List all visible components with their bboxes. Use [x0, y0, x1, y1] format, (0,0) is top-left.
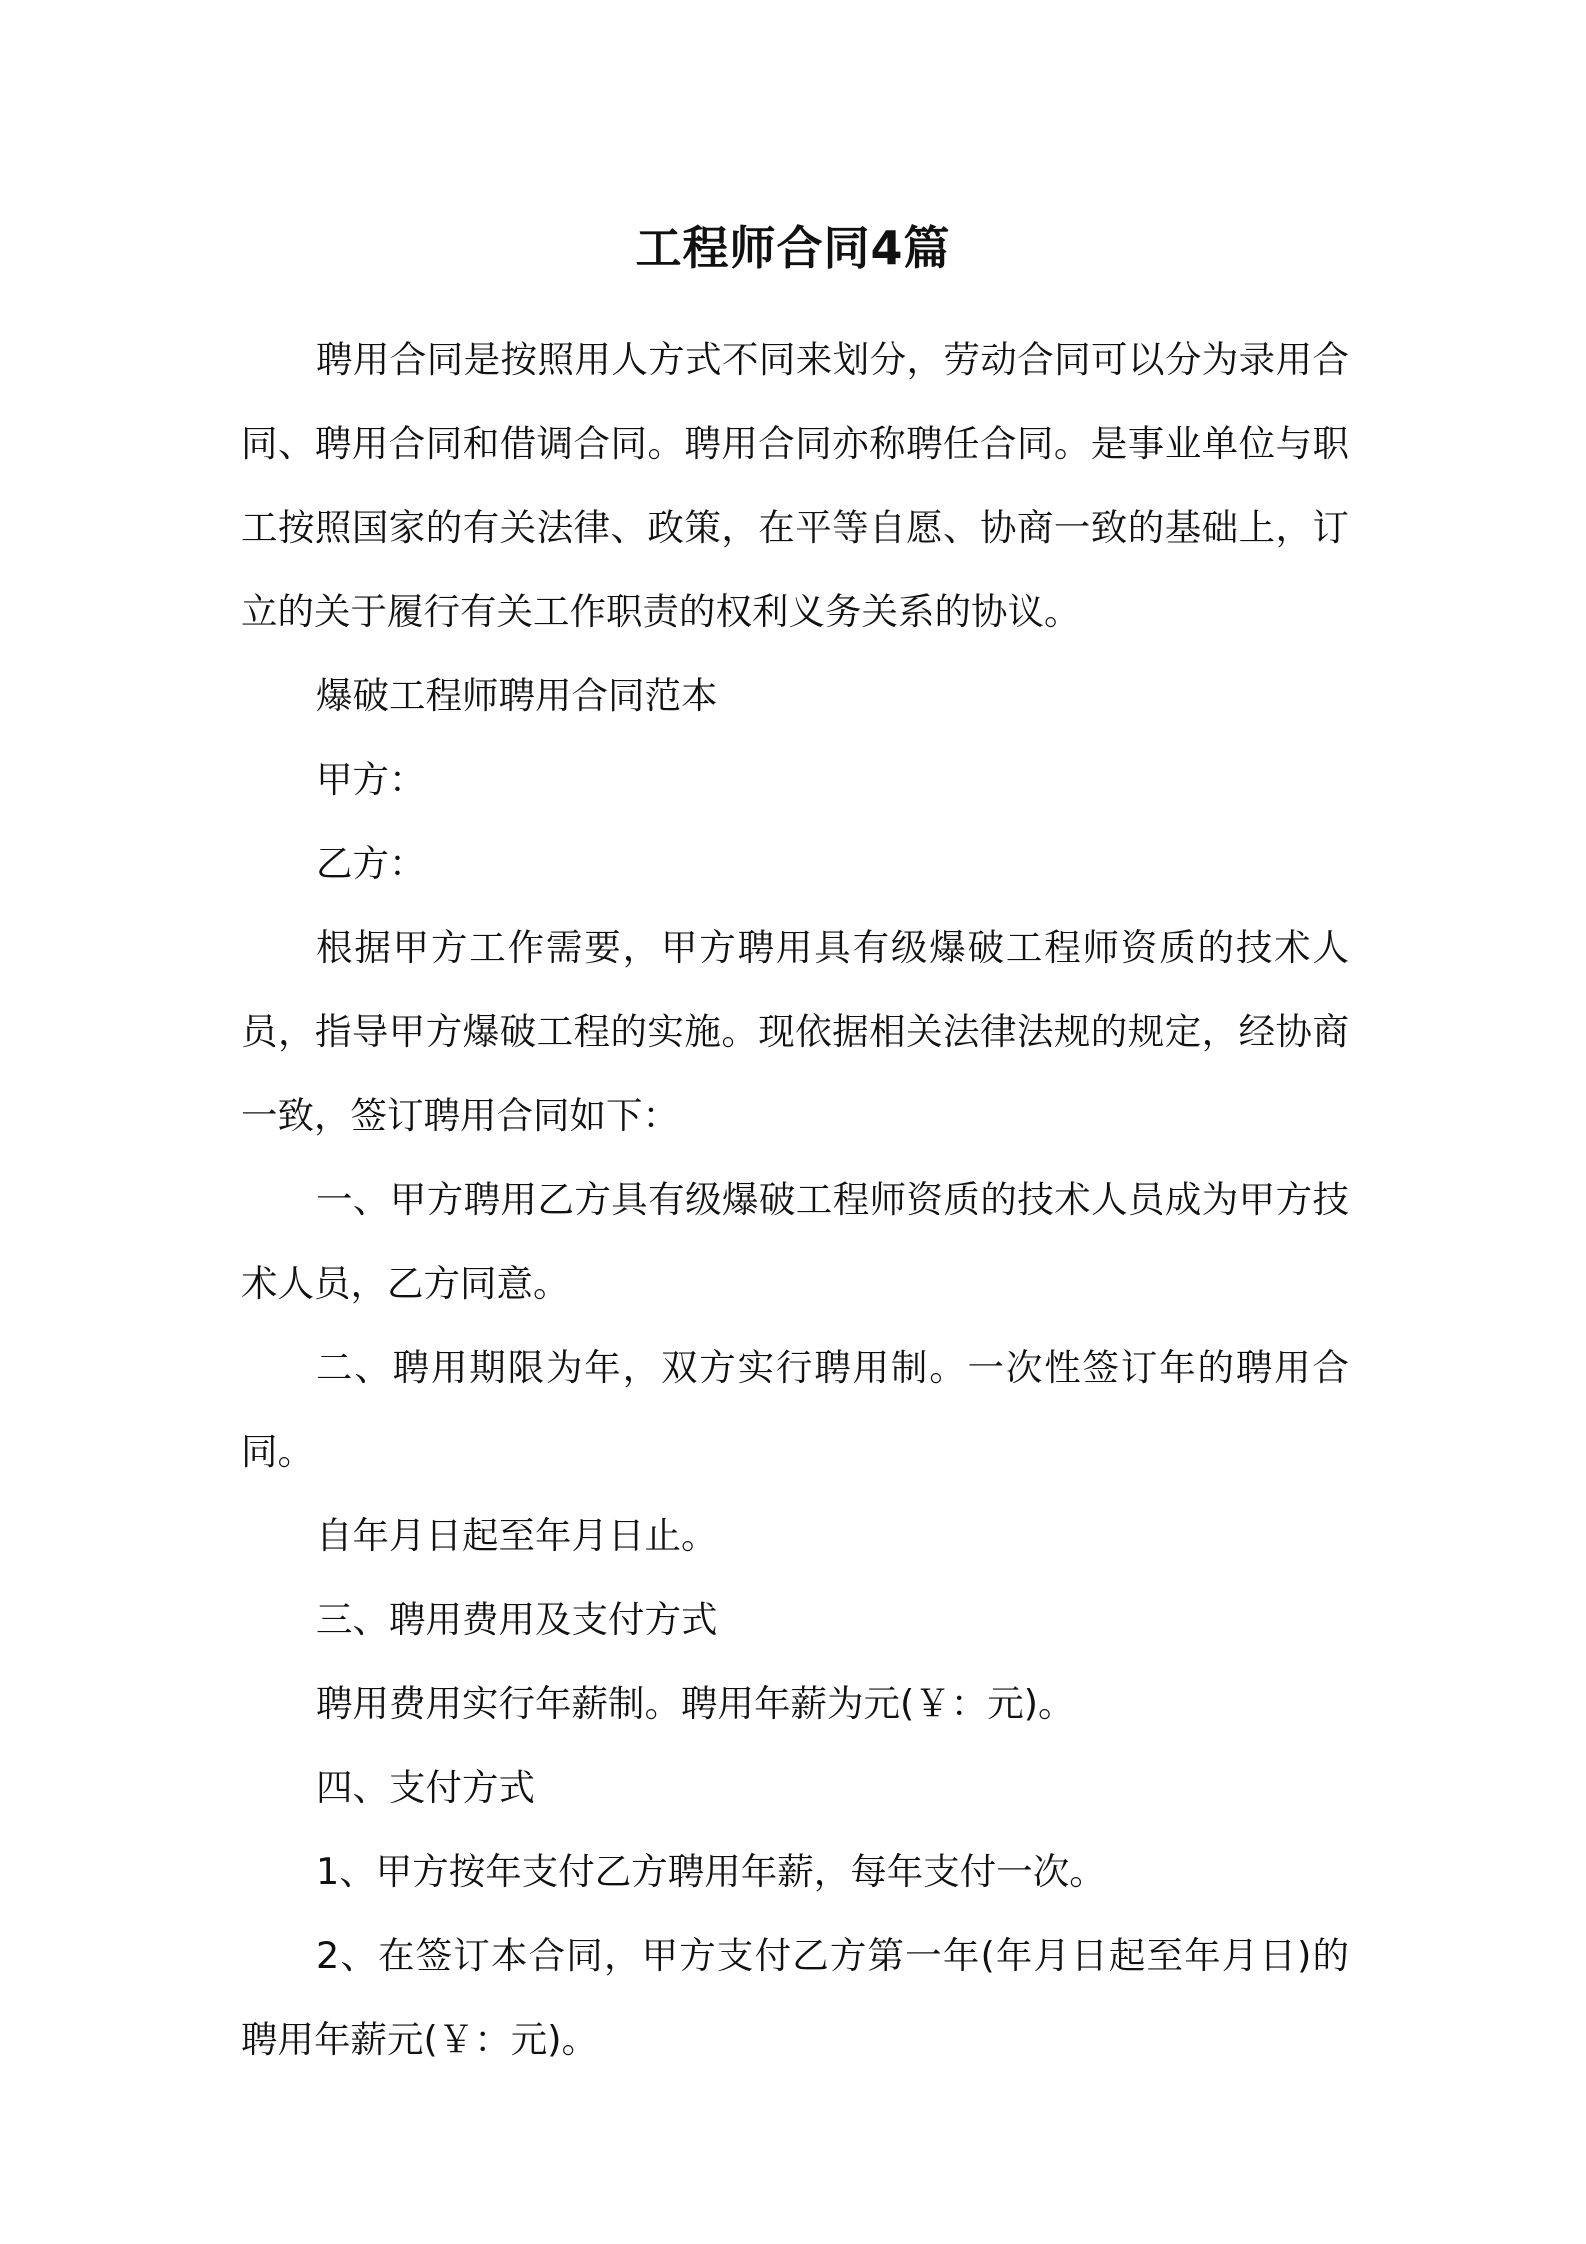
paragraph-clause-3: 三、聘用费用及支付方式: [316, 1598, 718, 1641]
paragraph-template-heading: 爆破工程师聘用合同范本: [316, 674, 718, 717]
paragraph-intro: 聘用合同是按照用人方式不同来划分，劳动合同可以分为录用合同、聘用合同和借调合同。聘用合同亦称聘任合同。是事业单位与职工按照国家的有关法律、政策，在平等自愿、协商一致的基础上，订立的关于履行有关工作职责的权利义务关系的协议。: [241, 338, 1349, 633]
document-body: [241, 318, 1349, 2082]
paragraph-clause-2: 二、聘用期限为年，双方实行聘用制。一次性签订年的聘用合同。: [241, 1346, 1349, 1473]
paragraph-party-a: 甲方：: [316, 758, 426, 801]
paragraph-salary: 聘用费用实行年薪制。聘用年薪为元(￥：元)。: [316, 1682, 1075, 1725]
paragraph-preamble: 根据甲方工作需要，甲方聘用具有级爆破工程师资质的技术人员，指导甲方爆破工程的实施。现依据相关法律法规的规定，经协商一致，签订聘用合同如下：: [241, 926, 1349, 1137]
paragraph-term-dates: 自年月日起至年月日止。: [316, 1514, 718, 1557]
paragraph-clause-1: 一、甲方聘用乙方具有级爆破工程师资质的技术人员成为甲方技术人员，乙方同意。: [241, 1178, 1349, 1305]
paragraph-clause-4: 四、支付方式: [316, 1766, 535, 1809]
paragraph-party-b: 乙方：: [316, 842, 426, 885]
paragraph-payment-1: 1、甲方按年支付乙方聘用年薪，每年支付一次。: [316, 1850, 1106, 1893]
paragraph-payment-2: 2、在签订本合同，甲方支付乙方第一年(年月日起至年月日)的聘用年薪元(￥：元)。: [241, 1934, 1349, 2061]
document-title: 工程师合同4篇: [635, 221, 951, 275]
